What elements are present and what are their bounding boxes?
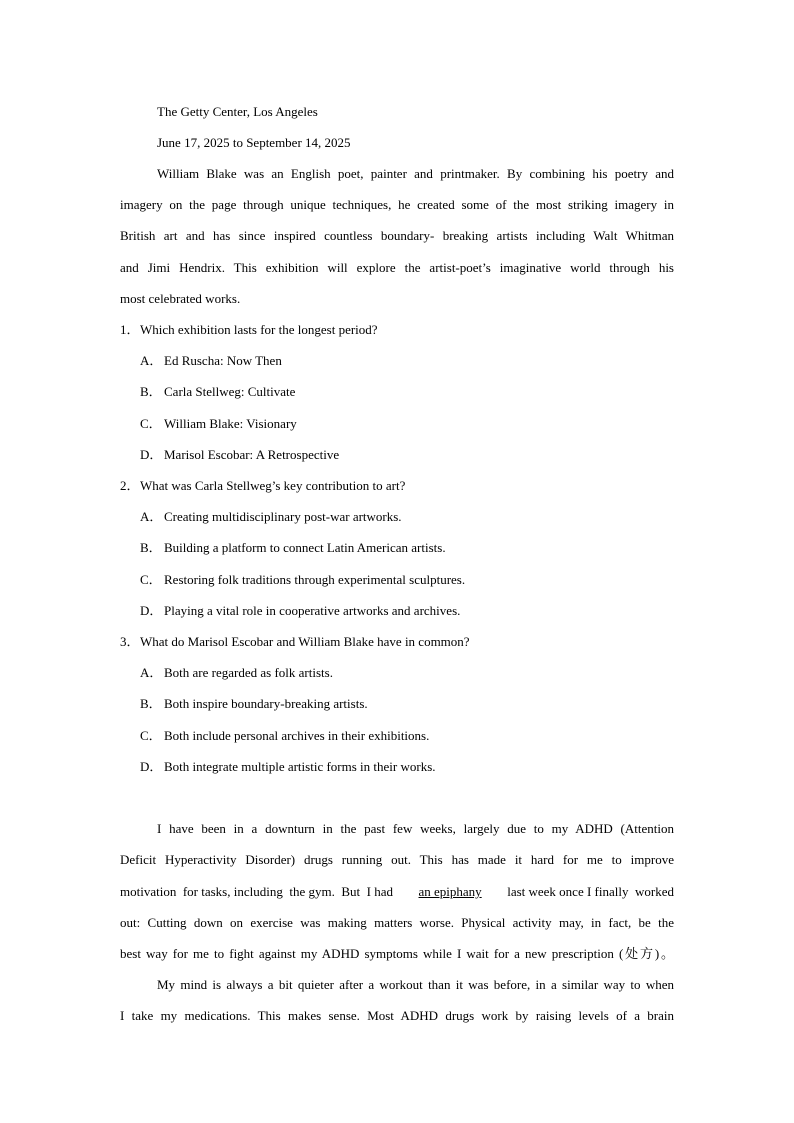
passage-p1-line-4: out: Cutting down on exercise was making matters worse. Physical activity may, in fact, be the: [120, 915, 674, 930]
option-letter: A．: [140, 353, 163, 368]
option-2c[interactable]: [140, 572, 465, 588]
question-2: [120, 478, 405, 494]
option-text: Carla Stellweg: Cultivate: [164, 384, 296, 399]
option-1a[interactable]: [140, 353, 282, 369]
option-text: Both are regarded as folk artists.: [164, 665, 333, 680]
option-text: Marisol Escobar: A Retrospective: [164, 447, 340, 462]
option-text: Both integrate multiple artistic forms in their works.: [164, 759, 436, 774]
option-text: Both include personal archives in their exhibitions.: [164, 728, 430, 743]
option-letter: B．: [140, 696, 162, 711]
option-2a[interactable]: [140, 509, 402, 525]
description-line-4: and Jimi Hendrix. This exhibition will explore the artist-poet’s imaginative world through his: [120, 260, 674, 275]
description-line-1: William Blake was an English poet, painter and printmaker. By combining his poetry and: [157, 166, 674, 181]
question-1: [120, 322, 378, 338]
option-letter: B．: [140, 540, 162, 555]
question-number: 2．: [120, 478, 140, 493]
option-letter: C．: [140, 416, 162, 431]
option-letter: C．: [140, 572, 162, 587]
option-text: Both inspire boundary-breaking artists.: [164, 696, 368, 711]
question-number: 3．: [120, 634, 140, 649]
passage-p1-line-1: I have been in a downturn in the past few weeks, largely due to my ADHD (Attention: [157, 821, 674, 836]
passage-p1-line-2: Deficit Hyperactivity Disorder) drugs running out. This has made it hard for me to improve: [120, 852, 674, 867]
question-number: 1．: [120, 322, 140, 337]
exhibition-dates: June 17, 2025 to September 14, 2025: [157, 135, 351, 150]
passage-p2-line-2: I take my medications. This makes sense. Most ADHD drugs work by raising levels of a brain: [120, 1008, 674, 1023]
passage-text: motivation for tasks, including the gym. But I had: [120, 884, 393, 899]
option-letter: D．: [140, 759, 163, 774]
passage-text: last week once I finally worked: [507, 884, 674, 899]
option-2b[interactable]: [140, 540, 446, 556]
option-1c[interactable]: [140, 416, 297, 432]
description-line-5: most celebrated works.: [120, 291, 241, 306]
option-3a[interactable]: [140, 665, 333, 681]
option-3c[interactable]: [140, 728, 429, 744]
option-3d[interactable]: [140, 759, 436, 775]
question-stem: What was Carla Stellweg’s key contribution to art?: [140, 478, 406, 493]
option-text: Creating multidisciplinary post-war artworks.: [164, 509, 402, 524]
option-letter: B．: [140, 384, 162, 399]
option-letter: A．: [140, 665, 163, 680]
passage-p1-line-3: [120, 884, 674, 900]
option-letter: D．: [140, 447, 163, 462]
question-stem: What do Marisol Escobar and William Blake have in common?: [140, 634, 470, 649]
option-text: Restoring folk traditions through experimental sculptures.: [164, 572, 466, 587]
question-stem: Which exhibition lasts for the longest period?: [140, 322, 378, 337]
option-text: Building a platform to connect Latin American artists.: [164, 540, 446, 555]
option-letter: A．: [140, 509, 163, 524]
description-line-2: imagery on the page through unique techniques, he created some of the most striking imagery in: [120, 197, 674, 212]
underlined-phrase: an epiphany: [418, 884, 482, 899]
description-line-3: British art and has since inspired countless boundary- breaking artists including Walt Whitman: [120, 228, 674, 243]
option-1b[interactable]: [140, 384, 295, 400]
option-3b[interactable]: [140, 696, 368, 712]
exhibition-venue: The Getty Center, Los Angeles: [157, 104, 318, 119]
passage-p1-line-5: best way for me to fight against my ADHD symptoms while I wait for a new prescription (处方)。: [120, 946, 674, 961]
option-1d[interactable]: [140, 447, 339, 463]
option-letter: C．: [140, 728, 162, 743]
option-text: Ed Ruscha: Now Then: [164, 353, 282, 368]
option-text: William Blake: Visionary: [164, 416, 297, 431]
option-2d[interactable]: [140, 603, 460, 619]
option-text: Playing a vital role in cooperative artworks and archives.: [164, 603, 461, 618]
question-3: [120, 634, 470, 650]
option-letter: D．: [140, 603, 163, 618]
passage-p2-line-1: My mind is always a bit quieter after a workout than it was before, in a similar way to when: [157, 977, 674, 992]
